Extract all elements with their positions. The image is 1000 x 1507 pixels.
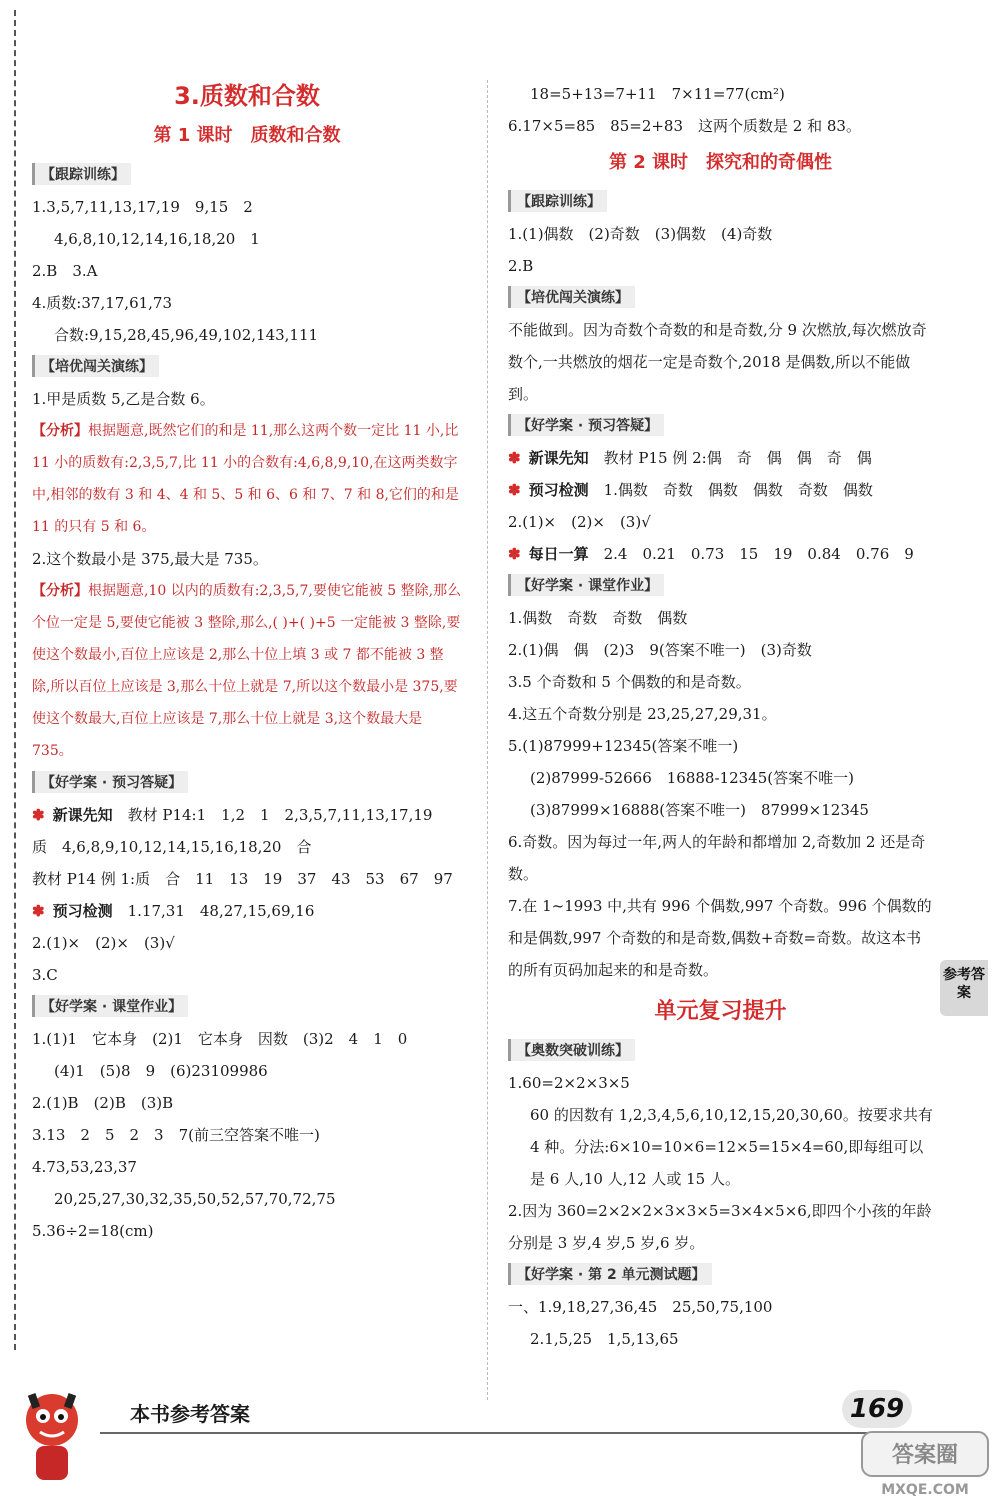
- check-text: 1.偶数 奇数 偶数 偶数 奇数 偶数: [603, 481, 873, 499]
- answer-line: 18=5+13=7+11 7×11=77(cm²): [530, 85, 785, 103]
- answer-line: 2.1,5,25 1,5,13,65: [530, 1330, 679, 1348]
- new-lesson-text: 教材 P15 例 2:偶 奇 偶 偶 奇 偶: [603, 449, 872, 467]
- analysis-label: 【分析】: [32, 423, 88, 439]
- answer-line: 5.36÷2=18(cm): [32, 1222, 154, 1240]
- answer-line: 4,6,8,10,12,14,16,18,20 1: [54, 230, 260, 248]
- answer-line: 3.5 个奇数和 5 个偶数的和是奇数。: [508, 673, 751, 691]
- new-lesson-row: [508, 442, 933, 474]
- answer-line: 2.B 3.A: [32, 262, 98, 280]
- answer-line: 2.(1)偶 偶 (2)3 9(答案不唯一) (3)奇数: [508, 641, 812, 659]
- unit-review-title: 单元复习提升: [654, 999, 787, 1024]
- answer-line: 1.3,5,7,11,13,17,19 9,15 2: [32, 198, 253, 216]
- daily-label: 每日一算: [528, 545, 589, 563]
- flower-icon: ✽: [32, 806, 45, 824]
- answer-line: 2.(1)× (2)× (3)√: [32, 934, 175, 952]
- answer-line: 1.甲是质数 5,乙是合数 6。: [32, 390, 215, 408]
- answer-line: 1.(1)偶数 (2)奇数 (3)偶数 (4)奇数: [508, 225, 773, 243]
- answer-line: 2.B: [508, 257, 534, 275]
- page-number: 169: [842, 1390, 912, 1428]
- section-tag-advance: 【培优闯关演练】: [32, 355, 159, 377]
- answer-line: 1.60=2×2×3×5: [508, 1074, 630, 1092]
- answer-paragraph: 60 的因数有 1,2,3,4,5,6,10,12,15,20,30,60。按要求共有 4 种。分法:6×10=10×6=12×5=15×4=60,即每组可以是 6 人,10 人,12 人或 15 人。: [530, 1106, 933, 1188]
- analysis-text: 根据题意,既然它们的和是 11,那么这两个数一定比 11 小,比 11 小的质数有:2,3,5,7,比 11 小的合数有:4,6,8,9,10,在这两类数字中,相邻的数有 3 和 4、4 和 5、5 和 6、6 和 7、7 和 8,它们的和是 11 的只有 5 和 6。: [32, 423, 459, 535]
- answer-paragraph: 7.在 1~1993 中,共有 996 个偶数,997 个奇数。996 个偶数的和是偶数,997 个奇数的和是奇数,偶数+奇数=奇数。故这本书的所有页码加起来的和是奇数。: [508, 897, 932, 979]
- advance-answer: 不能做到。因为奇数个奇数的和是奇数,分 9 次燃放,每次燃放奇数个,一共燃放的烟花一定是奇数个,2018 是偶数,所以不能做到。: [508, 321, 927, 403]
- right-column: [508, 78, 933, 1355]
- answer-line: 6.17×5=85 85=2+83 这两个质数是 2 和 83。: [508, 117, 861, 135]
- flower-icon: ✽: [32, 902, 45, 920]
- side-tab-reference-answers: 参考答案: [940, 960, 988, 1016]
- section-tag-track: 【跟踪训练】: [508, 190, 607, 212]
- check-label: 预习检测: [528, 481, 589, 499]
- left-column: [32, 70, 462, 1247]
- answer-line: 合数:9,15,28,45,96,49,102,143,111: [54, 326, 319, 344]
- footer-rule: [100, 1432, 960, 1434]
- answer-line: 1.(1)1 它本身 (2)1 它本身 因数 (3)2 4 1 0: [32, 1030, 408, 1048]
- section-tag-class: 【好学案 · 课堂作业】: [508, 574, 664, 596]
- analysis-2: [32, 575, 462, 767]
- new-lesson-row: [32, 799, 462, 831]
- answer-line: 3.C: [32, 966, 58, 984]
- daily-text: 2.4 0.21 0.73 15 19 0.84 0.76 9: [603, 545, 914, 563]
- new-lesson-text: 教材 P14:1 1,2 1 2,3,5,7,11,13,17,19: [127, 806, 433, 824]
- section-tag-track: 【跟踪训练】: [32, 163, 131, 185]
- answer-line: (3)87999×16888(答案不唯一) 87999×12345: [530, 801, 869, 819]
- answer-line: 2.(1)× (2)× (3)√: [508, 513, 651, 531]
- section-tag-preview: 【好学案 · 预习答疑】: [508, 414, 664, 436]
- answer-paragraph: 6.奇数。因为每过一年,两人的年龄和都增加 2,奇数加 2 还是奇数。: [508, 833, 926, 883]
- mascot-icon: [12, 1380, 92, 1490]
- check-row: [508, 474, 933, 506]
- analysis-label: 【分析】: [32, 583, 88, 599]
- answer-line: 2.这个数最小是 375,最大是 735。: [32, 550, 268, 568]
- footer-title: 本书参考答案: [130, 1402, 250, 1426]
- watermark-logo-icon: [860, 1430, 990, 1500]
- answer-line: 一、1.9,18,27,36,45 25,50,75,100: [508, 1298, 773, 1316]
- new-lesson-label: 新课先知: [52, 806, 113, 824]
- analysis-1: [32, 415, 462, 543]
- check-label: 预习检测: [52, 902, 113, 920]
- new-lesson-label: 新课先知: [528, 449, 589, 467]
- column-divider: [487, 80, 488, 1400]
- answer-line: (4)1 (5)8 9 (6)23109986: [54, 1062, 268, 1080]
- section-tag-olympiad: 【奥数突破训练】: [508, 1039, 635, 1061]
- answer-line: (2)87999-52666 16888-12345(答案不唯一): [530, 769, 854, 787]
- chapter-title: 3.质数和合数: [174, 82, 320, 110]
- lesson-2-title: 第 2 课时 探究和的奇偶性: [608, 152, 833, 173]
- check-text: 1.17,31 48,27,15,69,16: [127, 902, 315, 920]
- daily-row: [508, 538, 933, 570]
- answer-line: 4.73,53,23,37: [32, 1158, 137, 1176]
- answer-line: 5.(1)87999+12345(答案不唯一): [508, 737, 739, 755]
- section-tag-advance: 【培优闯关演练】: [508, 286, 635, 308]
- section-tag-preview: 【好学案 · 预习答疑】: [32, 771, 188, 793]
- flower-icon: ✽: [508, 481, 521, 499]
- svg-text:答案圈: 答案圈: [891, 1443, 959, 1468]
- lesson-1-title: 第 1 课时 质数和合数: [153, 125, 341, 146]
- answer-line: 1.偶数 奇数 奇数 偶数: [508, 609, 688, 627]
- analysis-text: 根据题意,10 以内的质数有:2,3,5,7,要使它能被 5 整除,那么个位一定是 5,要使它能被 3 整除,那么,( )+( )+5 一定能被 3 整除,要使这个数最小,百位上应该是 2,那么十位上填 3 或 7 都不能被 3 整除,所以百位上应该是 3,那么十位上就是 7,所以这个数最小是 375,要使这个数最大,百位上应该是 7,那么十位上就是 3,这个数最大是 735。: [32, 583, 462, 759]
- answer-line: 4.质数:37,17,61,73: [32, 294, 173, 312]
- answer-line: 20,25,27,30,32,35,50,52,57,70,72,75: [54, 1190, 336, 1208]
- answer-paragraph: 2.因为 360=2×2×2×3×3×5=3×4×5×6,即四个小孩的年龄分别是 3 岁,4 岁,5 岁,6 岁。: [508, 1202, 932, 1252]
- flower-icon: ✽: [508, 449, 521, 467]
- answer-line: 2.(1)B (2)B (3)B: [32, 1094, 174, 1112]
- margin-dashed-line: [14, 10, 16, 1350]
- answer-line: 4.这五个奇数分别是 23,25,27,29,31。: [508, 705, 777, 723]
- answer-line: 3.13 2 5 2 3 7(前三空答案不唯一): [32, 1126, 320, 1144]
- check-row: [32, 895, 462, 927]
- answer-line: 质 4,6,8,9,10,12,14,15,16,18,20 合: [32, 838, 312, 856]
- watermark-text: MXQE.COM: [881, 1482, 969, 1498]
- answer-line: 教材 P14 例 1:质 合 11 13 19 37 43 53 67 97: [32, 870, 453, 888]
- section-tag-class: 【好学案 · 课堂作业】: [32, 995, 188, 1017]
- flower-icon: ✽: [508, 545, 521, 563]
- section-tag-test: 【好学案 · 第 2 单元测试题】: [508, 1263, 712, 1285]
